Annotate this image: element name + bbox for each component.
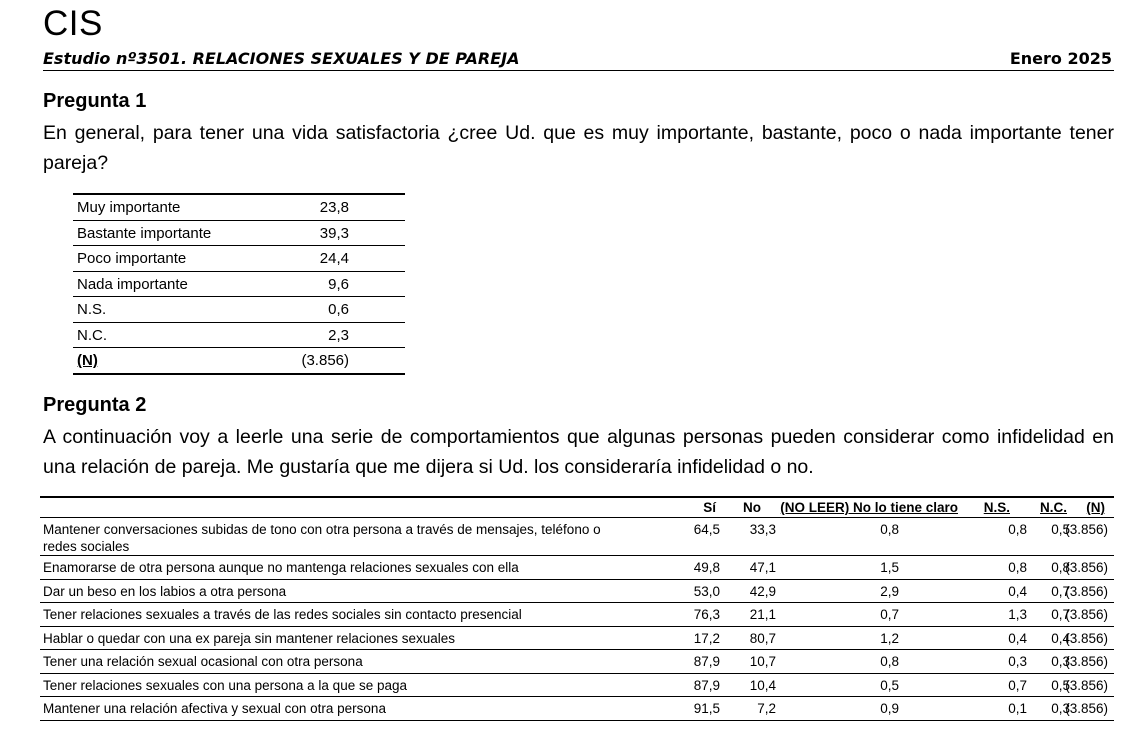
question-2-table [40, 496, 1114, 721]
cell-si: 64,5 [693, 522, 720, 537]
row-label: Bastante importante [77, 224, 212, 242]
question-1-heading: Pregunta 1 [43, 90, 147, 112]
cell-nc: 0,4 [1051, 630, 1070, 646]
row-label: Tener relaciones sexuales a través de las redes sociales sin contacto presencial [43, 607, 522, 622]
cell-nc: 0,7 [1051, 583, 1070, 599]
cell-si: 91,5 [693, 701, 720, 716]
cell-ns: 0,4 [1008, 630, 1027, 646]
cell-ns: 0,8 [1008, 522, 1027, 537]
table-row [40, 674, 1114, 698]
table-row [40, 556, 1114, 580]
cell-n: (3.856) [1065, 677, 1108, 693]
table-row [73, 195, 405, 221]
question-2-heading: Pregunta 2 [43, 394, 147, 416]
cell-nc: 0,7 [1051, 607, 1070, 622]
cell-si: 17,2 [693, 630, 720, 646]
cell-no-leer: 0,7 [880, 607, 899, 622]
cell-no: 10,7 [749, 654, 776, 669]
cell-nc: 0,8 [1051, 560, 1070, 575]
column-header-si: Sí [703, 500, 716, 515]
row-label: Mantener una relación afectiva y sexual con otra persona [43, 701, 386, 716]
row-label: Poco importante [77, 250, 187, 267]
row-value: 39,3 [319, 224, 349, 242]
column-header-no-leer: (NO LEER) No lo tiene claro [780, 500, 958, 515]
table-row [73, 323, 405, 349]
row-label: Nada importante [77, 275, 188, 293]
row-label: N.S. [77, 301, 107, 318]
table-row [40, 518, 1114, 556]
row-label: (N) [77, 352, 98, 369]
row-value: 9,6 [328, 275, 349, 293]
row-label: N.C. [77, 326, 107, 344]
table-row-total [73, 348, 405, 373]
cell-no: 42,9 [749, 583, 776, 599]
cell-no-leer: 0,5 [880, 677, 899, 693]
row-value: 24,4 [319, 250, 349, 267]
cell-n: (3.856) [1065, 560, 1108, 575]
question-1-table [73, 193, 405, 375]
cell-n: (3.856) [1065, 583, 1108, 599]
row-label: Muy importante [77, 199, 181, 216]
cell-no-leer: 1,5 [880, 560, 899, 575]
cell-si: 87,9 [693, 677, 720, 693]
cell-no: 21,1 [749, 607, 776, 622]
cell-no-leer: 1,2 [880, 630, 899, 646]
row-label: Hablar o quedar con una ex pareja sin mantener relaciones sexuales [43, 630, 456, 646]
cell-ns: 0,3 [1008, 654, 1027, 669]
cell-nc: 0,3 [1051, 701, 1070, 716]
cell-n: (3.856) [1065, 607, 1108, 622]
column-header-no: No [743, 500, 761, 515]
cell-nc: 0,5 [1051, 677, 1070, 693]
study-date: Enero 2025 [1009, 49, 1112, 68]
table-row [40, 627, 1114, 651]
table-row [40, 580, 1114, 604]
row-label: Tener una relación sexual ocasional con otra persona [43, 654, 363, 669]
cell-nc: 0,5 [1051, 522, 1070, 537]
cell-no: 10,4 [749, 677, 776, 693]
cell-ns: 1,3 [1008, 607, 1027, 622]
table-row [73, 221, 405, 247]
table-row [40, 603, 1114, 627]
cell-n: (3.856) [1065, 630, 1108, 646]
table-row [40, 650, 1114, 674]
row-value: 2,3 [328, 326, 349, 344]
cell-n: (3.856) [1065, 522, 1108, 537]
table-row [73, 297, 405, 323]
table-row [40, 697, 1114, 720]
table-row [73, 246, 405, 272]
cell-no: 33,3 [749, 522, 776, 537]
cell-si: 53,0 [693, 583, 720, 599]
row-value: 0,6 [328, 301, 349, 318]
row-label: Dar un beso en los labios a otra persona [43, 583, 287, 599]
cell-no-leer: 0,8 [880, 654, 899, 669]
cell-nc: 0,3 [1051, 654, 1070, 669]
row-value: 23,8 [319, 199, 349, 216]
cell-no-leer: 0,9 [880, 701, 899, 716]
table-row [73, 272, 405, 298]
cell-ns: 0,7 [1008, 677, 1027, 693]
question-2-text: A continuación voy a leerle una serie de comportamientos que algunas personas pueden considerar como infidelidad en una relación de pareja. Me gustaría que me dijera si Ud. los consideraría infidelidad o no. [43, 426, 1114, 478]
cell-no: 80,7 [749, 630, 776, 646]
column-header-n: (N) [1086, 500, 1105, 515]
cell-si: 87,9 [693, 654, 720, 669]
cell-ns: 0,1 [1008, 701, 1027, 716]
cell-n: (3.856) [1065, 701, 1108, 716]
cell-ns: 0,8 [1008, 560, 1027, 575]
cell-si: 76,3 [693, 607, 720, 622]
brand-logo-text: CIS [43, 4, 103, 43]
column-header-ns: N.S. [983, 500, 1010, 515]
cell-ns: 0,4 [1008, 583, 1027, 599]
cell-no: 47,1 [749, 560, 776, 575]
row-value: (3.856) [301, 352, 349, 369]
row-label: Mantener conversaciones subidas de tono con otra persona a través de mensajes, teléfono o redes sociales [43, 522, 601, 554]
row-label: Tener relaciones sexuales con una persona a la que se paga [43, 677, 407, 693]
table-header [40, 498, 1114, 518]
cell-si: 49,8 [693, 560, 720, 575]
question-1-text: En general, para tener una vida satisfactoria ¿cree Ud. que es muy importante, bastante, poco o nada importante tener pareja? [43, 122, 1114, 174]
cell-no-leer: 2,9 [880, 583, 899, 599]
column-header-nc: N.C. [1040, 500, 1067, 515]
cell-no-leer: 0,8 [880, 522, 899, 537]
cell-no: 7,2 [757, 701, 776, 716]
study-header-bar [43, 48, 1114, 71]
row-label: Enamorarse de otra persona aunque no mantenga relaciones sexuales con ella [43, 560, 519, 575]
study-title: Estudio nº3501. RELACIONES SEXUALES Y DE PAREJA [43, 49, 520, 68]
cell-n: (3.856) [1065, 654, 1108, 669]
